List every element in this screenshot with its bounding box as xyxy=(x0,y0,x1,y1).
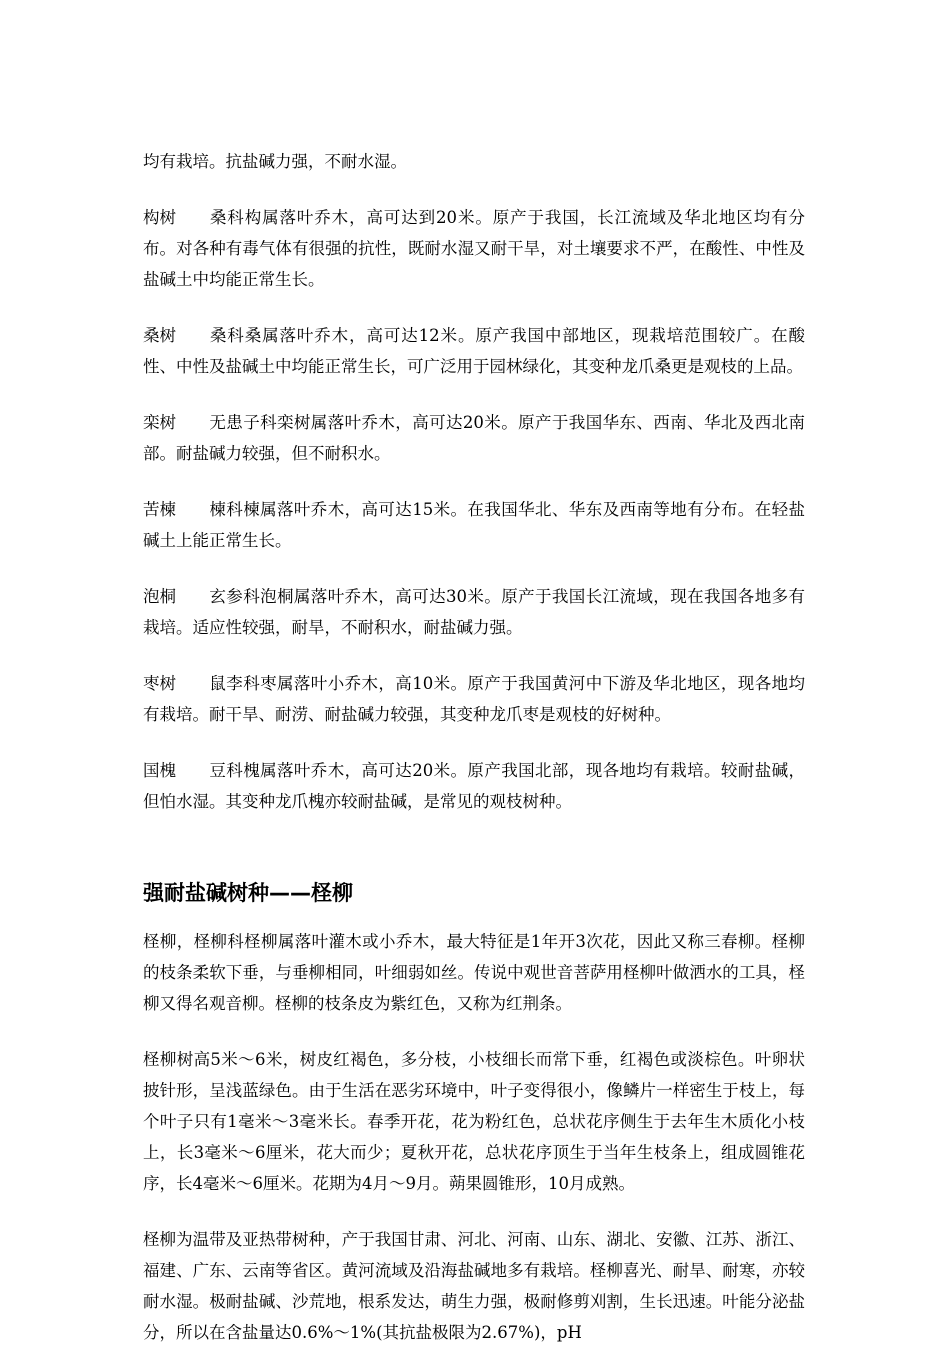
tree-entry-guohuai xyxy=(143,755,805,817)
tree-name: 国槐 xyxy=(143,761,176,780)
tree-description: 无患子科栾树属落叶乔木，高可达20米。原产于我国华东、西南、华北及西北南部。耐盐碱力较强，但不耐积水。 xyxy=(143,413,805,463)
document-page xyxy=(143,0,805,1348)
tree-entry-luan xyxy=(143,407,805,469)
tree-name: 枣树 xyxy=(143,674,176,693)
intro-continuation: 均有栽培。抗盐碱力强，不耐水湿。 xyxy=(143,152,407,171)
tree-description: 桑科构属落叶乔木，高可达到20米。原产于我国，长江流域及华北地区均有分布。对各种有毒气体有很强的抗性，既耐水湿又耐干旱，对土壤要求不严，在酸性、中性及盐碱土中均能正常生长。 xyxy=(143,208,805,289)
tree-name: 桑树 xyxy=(143,326,176,345)
tree-description: 桑科桑属落叶乔木，高可达12米。原产我国中部地区，现栽培范围较广。在酸性、中性及盐碱土中均能正常生长，可广泛用于园林绿化，其变种龙爪桑更是观枝的上品。 xyxy=(143,326,805,376)
section-paragraph: 柽柳，柽柳科柽柳属落叶灌木或小乔木，最大特征是1年开3次花，因此又称三春柳。柽柳的枝条柔软下垂，与垂柳相同，叶细弱如丝。传说中观世音菩萨用柽柳叶做洒水的工具，柽柳又得名观音柳。柽柳的枝条皮为紫红色，又称为红荆条。 xyxy=(143,932,805,1013)
tree-entry-sang xyxy=(143,320,805,382)
tree-name: 构树 xyxy=(143,208,176,227)
tree-entry-zao xyxy=(143,668,805,730)
tree-entry-paotong xyxy=(143,581,805,643)
section-heading: 强耐盐碱树种——柽柳 xyxy=(143,881,353,905)
tree-description: 玄参科泡桐属落叶乔木，高可达30米。原产于我国长江流域，现在我国各地多有栽培。适应性较强，耐旱，不耐积水，耐盐碱力强。 xyxy=(143,587,805,637)
tree-description: 鼠李科枣属落叶小乔木，高10米。原产于我国黄河中下游及华北地区，现各地均有栽培。耐干旱、耐涝、耐盐碱力较强，其变种龙爪枣是观枝的好树种。 xyxy=(143,674,805,724)
tree-name: 栾树 xyxy=(143,413,176,432)
tree-name: 苦楝 xyxy=(143,500,176,519)
tree-entry-gou xyxy=(143,202,805,295)
section-paragraph: 柽柳树高5米～6米，树皮红褐色，多分枝，小枝细长而常下垂，红褐色或淡棕色。叶卵状披针形，呈浅蓝绿色。由于生活在恶劣环境中，叶子变得很小，像鳞片一样密生于枝上，每个叶子只有1毫米～3毫米长。春季开花，花为粉红色，总状花序侧生于去年生木质化小枝上，长3毫米～6厘米，花大而少；夏秋开花，总状花序顶生于当年生枝条上，组成圆锥花序，长4毫米～6厘米。花期为4月～9月。蒴果圆锥形，10月成熟。 xyxy=(143,1050,805,1193)
tree-name: 泡桐 xyxy=(143,587,176,606)
tree-entry-kulian xyxy=(143,494,805,556)
tree-description: 楝科楝属落叶乔木，高可达15米。在我国华北、华东及西南等地有分布。在轻盐碱土上能正常生长。 xyxy=(143,500,805,550)
tree-description: 豆科槐属落叶乔木，高可达20米。原产我国北部，现各地均有栽培。较耐盐碱，但怕水湿。其变种龙爪槐亦较耐盐碱，是常见的观枝树种。 xyxy=(143,761,805,811)
section-paragraph: 柽柳为温带及亚热带树种，产于我国甘肃、河北、河南、山东、湖北、安徽、江苏、浙江、福建、广东、云南等省区。黄河流域及沿海盐碱地多有栽培。柽柳喜光、耐旱、耐寒，亦较耐水湿。极耐盐碱、沙荒地，根系发达，萌生力强，极耐修剪刈割，生长迅速。叶能分泌盐分，所以在含盐量达0.6%～1%(其抗盐极限为2.67%)，pH xyxy=(143,1230,805,1342)
